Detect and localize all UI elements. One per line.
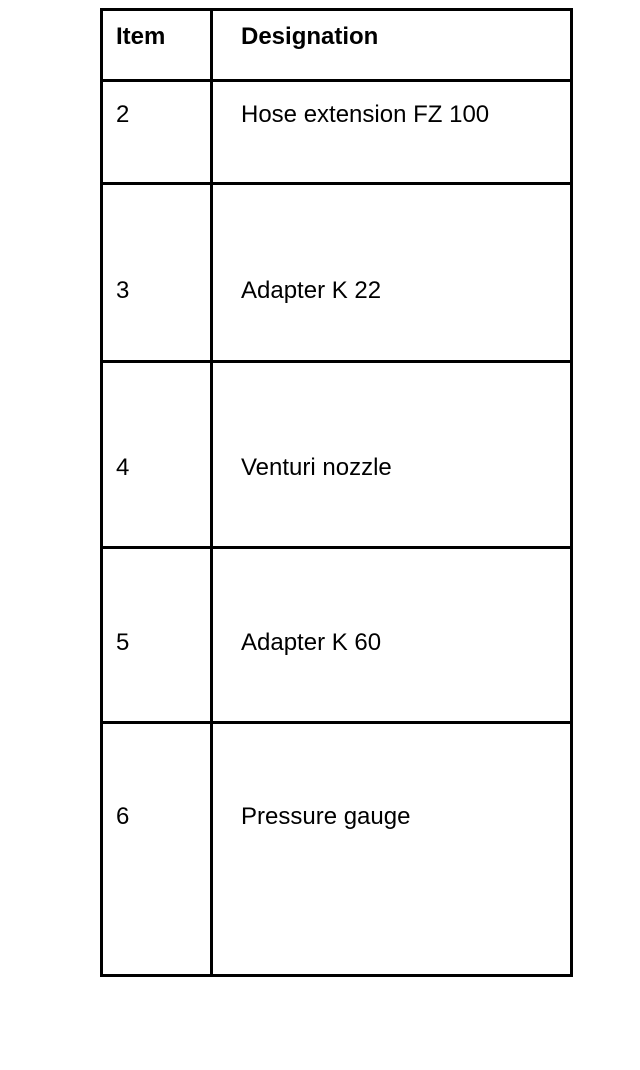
designation-text: Venturi nozzle	[241, 454, 392, 481]
header-designation	[212, 10, 572, 81]
table-body	[102, 81, 572, 976]
designation-text: Adapter K 60	[241, 629, 382, 656]
item-number-cell	[102, 362, 212, 548]
header-row	[102, 10, 572, 81]
item-number-cell	[102, 548, 212, 723]
designation-cell	[212, 362, 572, 548]
designation-text: Hose extension FZ 100	[241, 101, 490, 128]
header-item	[102, 10, 212, 81]
item-number-cell	[102, 184, 212, 362]
item-number-cell	[102, 81, 212, 184]
item-number: 6	[116, 803, 130, 830]
item-number: 4	[116, 454, 130, 481]
table-row	[102, 362, 572, 548]
header-designation-label: Designation	[241, 23, 379, 50]
table-row	[102, 81, 572, 184]
designation-cell	[212, 548, 572, 723]
designation-cell	[212, 723, 572, 976]
table-row	[102, 548, 572, 723]
parts-table	[100, 8, 573, 977]
designation-text: Pressure gauge	[241, 803, 411, 830]
item-number: 3	[116, 277, 130, 304]
item-number: 5	[116, 629, 130, 656]
item-number-cell	[102, 723, 212, 976]
designation-text: Adapter K 22	[241, 277, 382, 304]
header-item-label: Item	[116, 23, 166, 50]
designation-cell	[212, 81, 572, 184]
table-header	[102, 10, 572, 81]
table-row	[102, 723, 572, 976]
designation-cell	[212, 184, 572, 362]
table-row	[102, 184, 572, 362]
item-number: 2	[116, 101, 130, 128]
